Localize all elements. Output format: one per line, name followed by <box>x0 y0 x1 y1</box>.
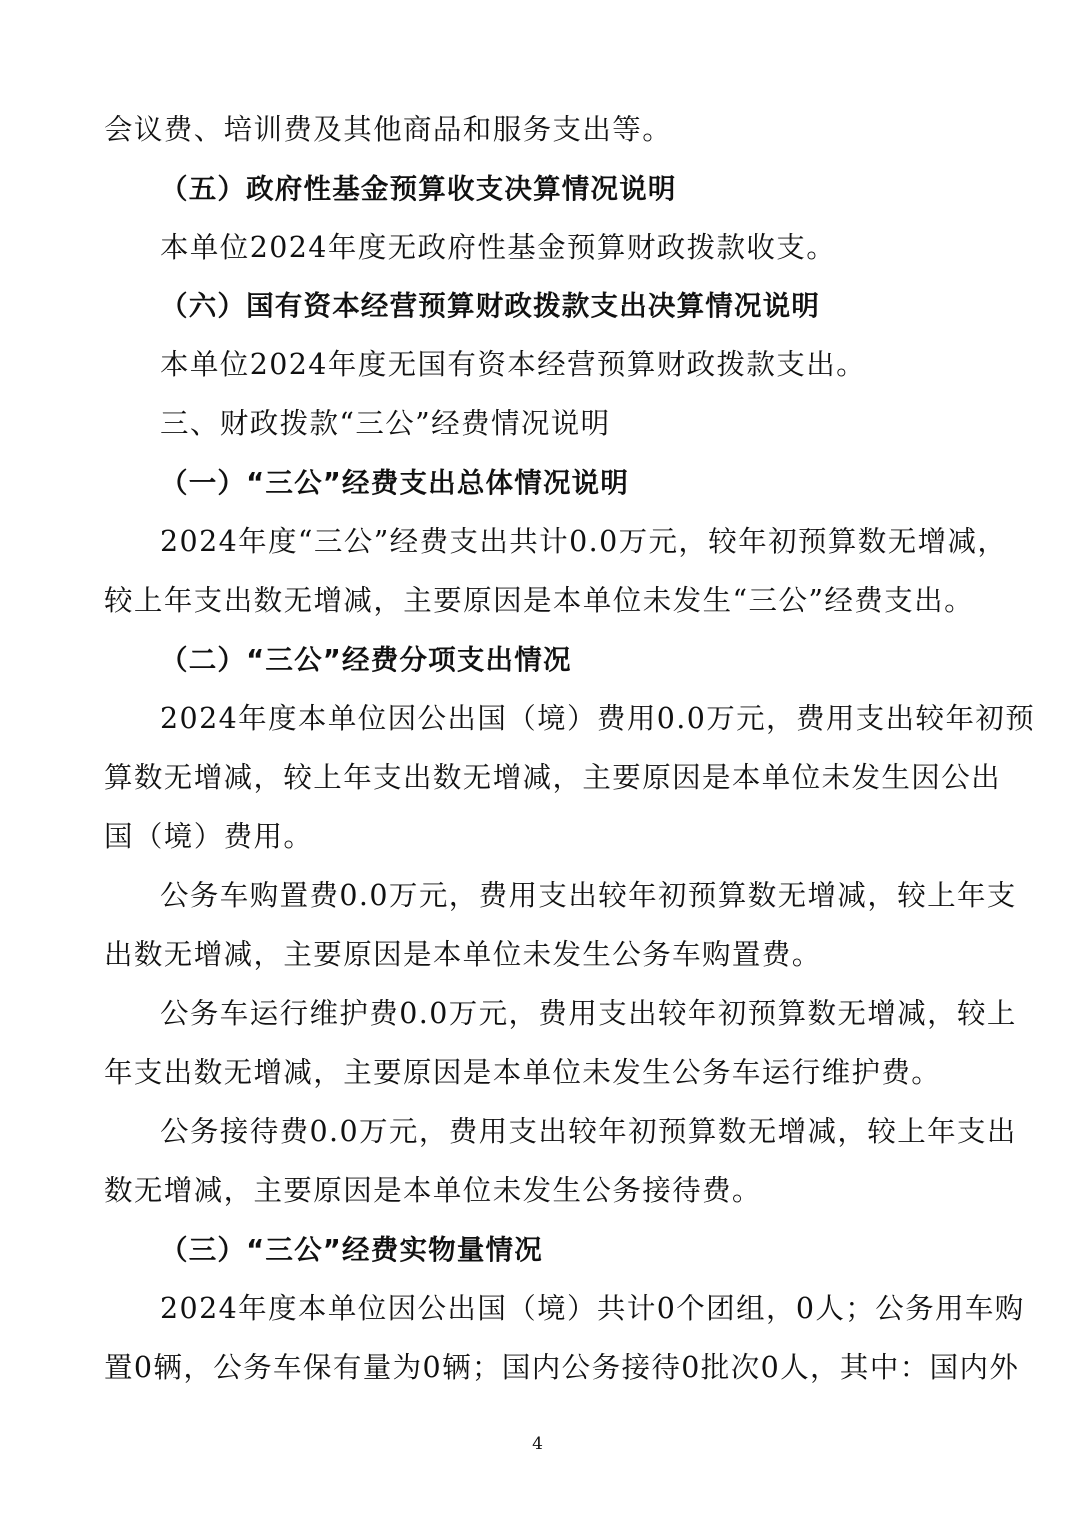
body-text-line: 公务车运行维护费0.0万元，费用支出较年初预算数无增减，较上 <box>160 997 1017 1030</box>
body-text-line: 国（境）费用。 <box>104 820 314 853</box>
body-text-line: 2024年度本单位因公出国（境）费用0.0万元，费用支出较年初预 <box>160 702 1036 735</box>
chapter-heading: 三、财政拨款“三公”经费情况说明 <box>160 407 611 440</box>
body-text-line: 本单位2024年度无国有资本经营预算财政拨款支出。 <box>160 348 867 381</box>
body-text-line: 出数无增减，主要原因是本单位未发生公务车购置费。 <box>104 938 822 971</box>
body-text-line: 数无增减，主要原因是本单位未发生公务接待费。 <box>104 1174 762 1207</box>
section-heading: （五）政府性基金预算收支决算情况说明 <box>160 173 677 205</box>
section-heading: （二）“三公”经费分项支出情况 <box>160 644 572 676</box>
section-heading: （一）“三公”经费支出总体情况说明 <box>160 467 630 499</box>
body-text-line: 2024年度本单位因公出国（境）共计0个团组，0人；公务用车购 <box>160 1292 1025 1325</box>
section-heading: （三）“三公”经费实物量情况 <box>160 1234 543 1266</box>
body-text-line: 会议费、培训费及其他商品和服务支出等。 <box>104 113 673 146</box>
body-text-line: 算数无增减，较上年支出数无增减，主要原因是本单位未发生因公出 <box>104 761 1002 794</box>
body-text-line: 较上年支出数无增减，主要原因是本单位未发生“三公”经费支出。 <box>104 584 974 617</box>
body-text-line: 公务接待费0.0万元，费用支出较年初预算数无增减，较上年支出 <box>160 1115 1017 1148</box>
body-text-line: 置0辆，公务车保有量为0辆；国内公务接待0批次0人，其中：国内外 <box>104 1351 1020 1384</box>
body-text-line: 年支出数无增减，主要原因是本单位未发生公务车运行维护费。 <box>104 1056 942 1089</box>
page-number: 4 <box>532 1434 543 1454</box>
section-heading: （六）国有资本经营预算财政拨款支出决算情况说明 <box>160 290 821 322</box>
body-text-line: 本单位2024年度无政府性基金预算财政拨款收支。 <box>160 231 837 264</box>
body-text-line: 2024年度“三公”经费支出共计0.0万元，较年初预算数无增减， <box>160 525 1008 558</box>
body-text-line: 公务车购置费0.0万元，费用支出较年初预算数无增减，较上年支 <box>160 879 1017 912</box>
